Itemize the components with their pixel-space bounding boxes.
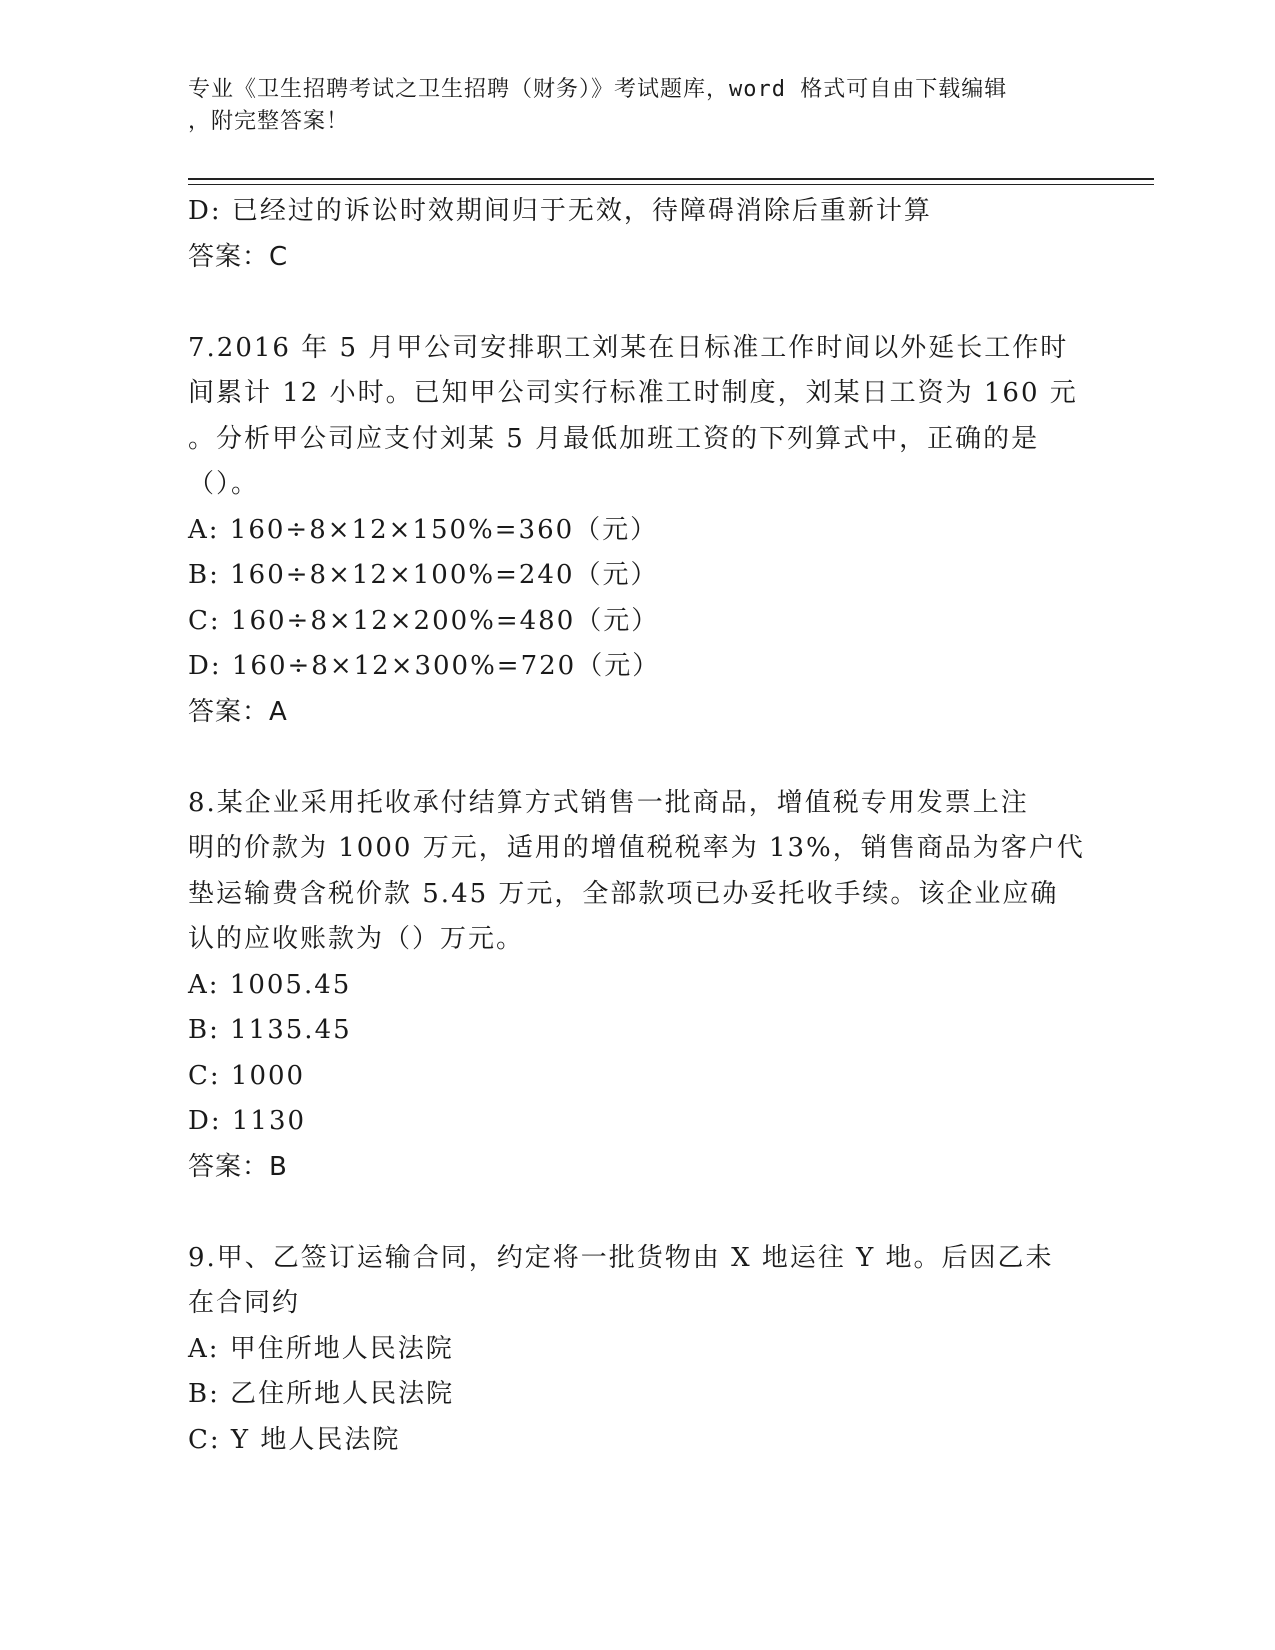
question-stem-line: （）。 (188, 469, 260, 499)
document-header (188, 74, 1088, 138)
spacer (188, 1190, 1088, 1236)
option-c: C: Y 地人民法院 (188, 1424, 401, 1455)
option-c: C: 160÷8×12×200%=480（元） (188, 605, 660, 636)
spacer (188, 280, 1088, 326)
previous-question-tail (188, 189, 1088, 280)
option-b: B: 160÷8×12×100%=240（元） (188, 560, 659, 590)
question-7 (188, 326, 1088, 736)
option-b: B: 乙住所地人民法院 (188, 1379, 455, 1409)
option-b: B: 1135.45 (188, 1015, 352, 1045)
option-a: A: 160÷8×12×150%=360（元） (188, 514, 659, 545)
question-stem-line: 7.2016 年 5 月甲公司安排职工刘某在日标准工作时间以外延长工作时 (188, 332, 1069, 363)
document-body (188, 189, 1088, 1463)
header-line-1: 专业《卫生招聘考试之卫生招聘（财务）》考试题库，word 格式可自由下载编辑 (188, 77, 1008, 102)
question-stem-line: 垫运输费含税价款 5.45 万元，全部款项已办妥托收手续。该企业应确 (188, 878, 1059, 909)
question-stem-line: 。分析甲公司应支付刘某 5 月最低加班工资的下列算式中，正确的是 (188, 423, 1040, 454)
option-d: D: 160÷8×12×300%=720（元） (188, 651, 661, 681)
header-line-2: ，附完整答案！ (188, 109, 350, 134)
option-a: A: 甲住所地人民法院 (188, 1333, 454, 1364)
question-stem-line: 9.甲、乙签订运输合同，约定将一批货物由 X 地运往 Y 地。后因乙未 (188, 1242, 1054, 1273)
header-rule-thick (188, 178, 1154, 180)
answer-line: 答案：C (188, 241, 289, 272)
answer-line: 答案：A (188, 696, 288, 727)
question-stem-line: 明的价款为 1000 万元，适用的增值税税率为 13%，销售商品为客户代 (188, 833, 1085, 863)
answer-line: 答案：B (188, 1151, 288, 1182)
option-d: D: 已经过的诉讼时效期间归于无效，待障碍消除后重新计算 (188, 196, 932, 226)
header-rule-thin (188, 184, 1154, 185)
option-a: A: 1005.45 (188, 969, 352, 1000)
question-stem-line: 间累计 12 小时。已知甲公司实行标准工时制度，刘某日工资为 160 元 (188, 378, 1078, 408)
spacer (188, 735, 1088, 781)
option-c: C: 1000 (188, 1060, 306, 1091)
question-stem-line: 在合同约 (188, 1288, 301, 1318)
question-9 (188, 1236, 1088, 1464)
option-d: D: 1130 (188, 1106, 307, 1136)
question-stem-line: 8.某企业采用托收承付结算方式销售一批商品，增值税专用发票上注 (188, 787, 1029, 818)
question-8 (188, 781, 1088, 1191)
question-stem-line: 认的应收账款为（）万元。 (188, 924, 525, 954)
